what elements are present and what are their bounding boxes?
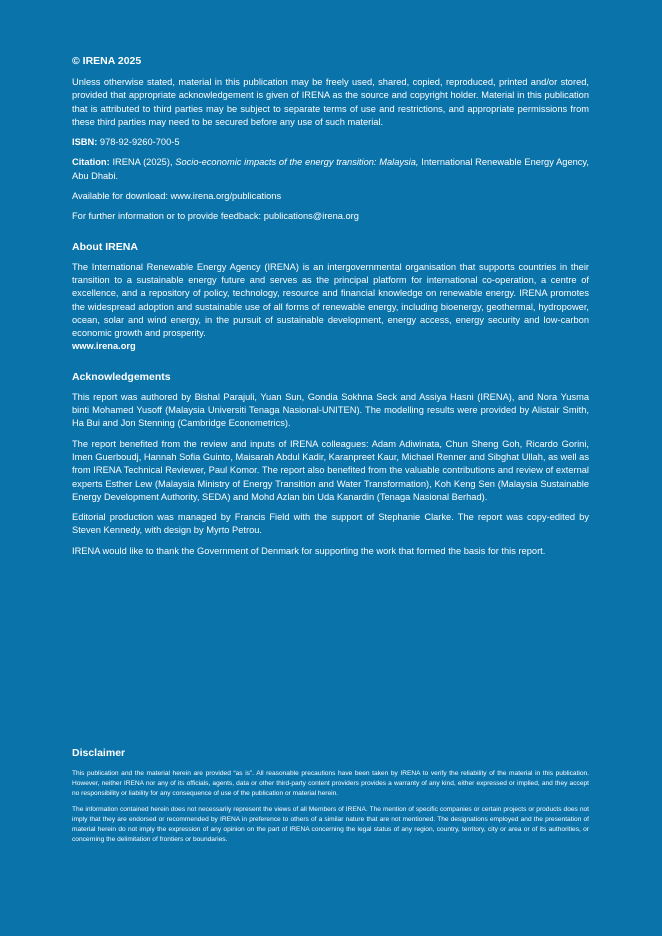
isbn-label: ISBN:	[72, 137, 98, 148]
disclaimer-section	[72, 747, 589, 852]
citation-suffix: International Renewable Energy Agency, Abu Dhabi.	[72, 157, 589, 181]
acknowledgement-paragraph: IRENA would like to thank the Government of Denmark for supporting the work that formed the basis for this report.	[72, 545, 546, 556]
about-body: The International Renewable Energy Agency (IRENA) is an intergovernmental organisation that supports countries in their transition to a sustainable energy future and serves as the principal platform for international co-operation, a centre of excellence, and a repository of policy, technology, resource and financial knowledge on renewable energy. IRENA promotes the widespread adoption and sustainable use of all forms of renewable energy, including bioenergy, geothermal, hydropower, ocean, solar and wind energy, in the pursuit of sustainable development, energy access, energy security and low-carbon economic growth and prosperity.	[72, 261, 589, 339]
usage-text: Unless otherwise stated, material in this publication may be freely used, shared, copied, reproduced, printed and/or stored, provided that appropriate acknowledgement is given of IRENA as the source and copyright holder. Material in this publication that is attributed to third parties may be subject to separate terms of use and restrictions, and appropriate permissions from these third parties may need to be secured before any use of such material.	[72, 77, 589, 127]
download-link[interactable]: Available for download: www.irena.org/publications	[72, 191, 282, 202]
irena-website-link[interactable]: www.irena.org	[72, 341, 136, 352]
isbn-line	[72, 136, 589, 149]
citation-label: Citation:	[72, 157, 110, 168]
acknowledgement-paragraph: The report benefited from the review and inputs of IRENA colleagues: Adam Adiwinata, Chun Sheng Goh, Ricardo Gorini, Imen Guerboudj, Hannah Sofia Guinto, Maisarah Abdul Kadir, Karanpreet Kaur, Michael Renner and Sibghat Ullah, as well as from IRENA Technical Reviewer, Paul Komor. The report also benefited from the valuable contributions and review of external experts Esther Lew (Malaysia Ministry of Energy Transition and Water Transformation), Koh Keng Sen (Malaysia Sustainable Energy Development Authority, SEDA) and Mohd Azlan bin Uda Kanardin (Tenaga Nasional Berhad).	[72, 438, 589, 502]
copyright-notice: © IRENA 2025	[72, 55, 142, 67]
colophon	[72, 55, 589, 565]
acknowledgement-paragraph: Editorial production was managed by Francis Field with the support of Stephanie Clarke. The report was copy-edited by Steven Kennedy, with design by Myrto Petrou.	[72, 512, 589, 536]
disclaimer-paragraph: This publication and the material herein are provided “as is”. All reasonable precautions have been taken by IRENA to verify the reliability of the material in this publication. However, neither IRENA nor any of its officials, agents, data or other third-party content providers provides a warranty of any kind, either expressed or implied, and they accept no responsibility or liability for any consequence of use of the publication or material herein.	[72, 770, 589, 797]
about-text	[72, 261, 589, 354]
feedback-line[interactable]: For further information or to provide feedback: publications@irena.org	[72, 211, 359, 222]
citation-prefix: IRENA (2025),	[112, 157, 176, 168]
isbn-value: 978-92-9260-700-5	[99, 137, 180, 148]
acknowledgement-paragraph: This report was authored by Bishal Parajuli, Yuan Sun, Gondia Sokhna Seck and Assiya Hasni (IRENA), and Nora Yusma binti Mohamed Yusoff (Malaysia Universiti Tenaga Nasional-UNITEN). The modelling results were provided by Alistair Smith, Ha Bui and Jon Stenning (Cambridge Econometrics).	[72, 391, 589, 429]
disclaimer-heading: Disclaimer	[72, 747, 126, 759]
acknowledgements-heading: Acknowledgements	[72, 370, 171, 383]
disclaimer-paragraph: The information contained herein does not necessarily represent the views of all Members of IRENA. The mention of specific companies or certain projects or products does not imply that they are endorsed or recommended by IRENA in preference to others of a similar nature that are not mentioned. The designations employed and the presentation of material herein do not imply the expression of any opinion on the part of IRENA concerning the legal status of any region, country, territory, city or area or of its authorities, or concerning the delimitation of frontiers or boundaries.	[72, 806, 589, 843]
about-heading: About IRENA	[72, 240, 138, 253]
citation-title: Socio-economic impacts of the energy transition: Malaysia,	[175, 157, 419, 168]
citation-line	[72, 156, 589, 183]
